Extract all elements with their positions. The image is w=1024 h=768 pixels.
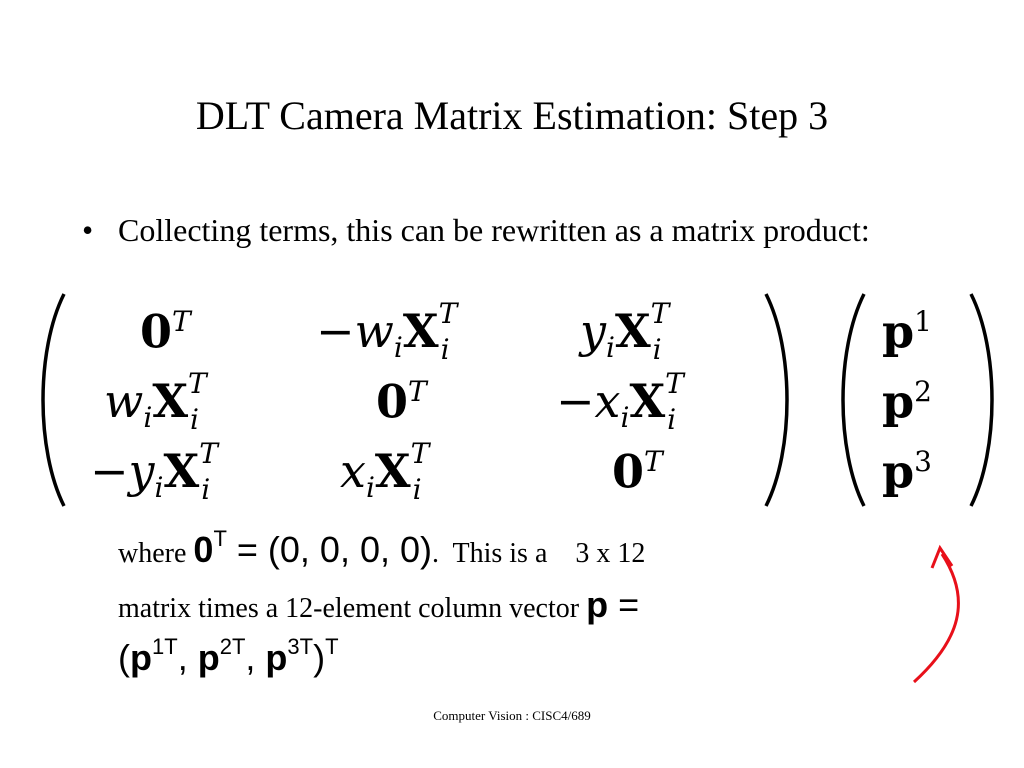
p2-sup: 2T [219,634,246,659]
matrix-cell-r1c2: $-w_iX$ T i [316,297,458,366]
outer-transpose: T [325,634,339,659]
bullet-text: Collecting terms, this can be rewritten as a matrix product: [118,212,870,248]
p1-sup: 1T [152,634,178,659]
vector-p2: $p^2$ [882,374,932,429]
matrix-equation [0,280,1024,510]
zero-vector-value: = (0, 0, 0, 0) [226,529,432,570]
open-paren: ( [118,637,130,678]
matrix-cell-r2c2: $0^T$ [376,374,427,429]
vector-right-paren [965,290,1005,510]
matrix-dims: 3 x 12 [575,538,646,569]
p3-symbol: p [265,637,288,678]
equals-sign: = [608,584,640,625]
zero-transpose: T [213,526,227,551]
comma-1: , [177,637,198,678]
p2-symbol: p [197,637,220,678]
matrix-right-paren [760,290,800,510]
bullet-symbol: • [82,212,94,248]
matrix-cell-r1c1: $0^T$ [140,304,191,359]
p3-sup: 3T [287,634,314,659]
where-word: where [118,538,187,569]
red-arrow-annotation [900,540,980,690]
where-line [118,526,938,571]
matrix-cell-r2c3: $-x_iX$ T i [556,367,684,436]
matrix-cell-r1c3: $y_iX$ T i [580,297,670,366]
close-paren: ) [313,637,326,678]
zero-vector-symbol: 0 [193,529,214,570]
p1-symbol: p [130,637,152,678]
period: . [432,538,439,569]
p-vector-definition [118,634,938,679]
description-line [118,584,938,626]
matrix-cell-r3c3: $0^T$ [612,444,663,499]
description-text: matrix times a 12-element column vector [118,593,580,624]
slide-title: DLT Camera Matrix Estimation: Step 3 [195,93,829,138]
vector-p1: $p^1$ [882,304,932,359]
p-vector-symbol: p [586,584,609,625]
matrix-cell-r3c2: $x_iX$ T i [340,437,430,506]
bullet-item [82,208,942,252]
vector-p3: $p^3$ [882,444,932,499]
matrix-left-paren [30,290,70,510]
comma-2: , [245,637,266,678]
slide-footer: Computer Vision : CISC4/689 [433,708,591,723]
this-is-text: This is a [452,538,548,569]
matrix-cell-r3c1: $-y_iX$ T i [90,437,218,506]
vector-left-paren [830,290,870,510]
matrix-cell-r2c1: $w_iX$ T i [104,367,207,436]
